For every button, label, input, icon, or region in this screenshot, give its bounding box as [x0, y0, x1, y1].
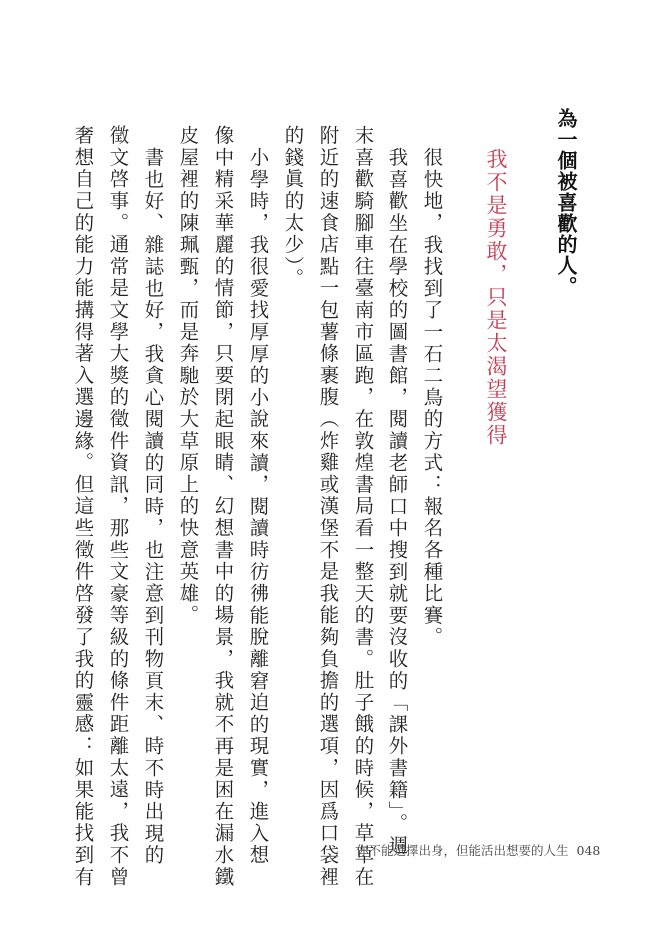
- body-line: 皮屋裡的陳珮甄，而是奔馳於大草原上的快意英雄。: [176, 125, 200, 627]
- page-footer: [356, 841, 600, 859]
- body-line: 附近的速食店點一包薯條裹腹（炸雞或漢堡不是我能夠負擔的選項，因爲口袋裡: [316, 125, 340, 888]
- body-line: 書也好、雜誌也好，我貪心閱讀的同時，也注意到刊物頁末、時不時出現的: [141, 147, 165, 867]
- section-subtitle: 我不是勇敢，只是太渴望獲得: [484, 148, 508, 447]
- body-line: 奢想自己的能力能搆得著入選邊緣。但這些徵件啓發了我的靈感：如果能找到有: [71, 125, 95, 888]
- running-book-title: 你不能選擇出身，但能活出想要的人生: [356, 843, 569, 858]
- body-line: 我喜歡坐在學校的圖書館，閱讀老師口中搜到就要沒收的「課外書籍」。週: [385, 147, 409, 857]
- body-line: 像中精采華麗的情節，只要閉起眼睛、幻想書中的場景，我就不再是困在漏水鐵: [211, 125, 235, 888]
- body-line: 很快地，我找到了一石二鳥的方式：報名各種比賽。: [420, 147, 444, 649]
- page-number: 048: [576, 843, 601, 858]
- body-line: 的錢眞的太少）。: [281, 125, 305, 290]
- body-line: 徵文啓事。通常是文學大獎的徵件資訊，那些文豪等級的條件距離太遠，我不曾: [106, 125, 130, 888]
- body-line: 末喜歡騎腳車往臺南市區跑，在敦煌書局看一整天的書。肚子餓的時候，草草在: [351, 125, 375, 888]
- chapter-title: 為一個被喜歡的人。: [554, 108, 578, 297]
- body-line: 小學時，我很愛找厚厚的小說來讀，閱讀時彷彿能脫離窘迫的現實，進入想: [246, 147, 270, 867]
